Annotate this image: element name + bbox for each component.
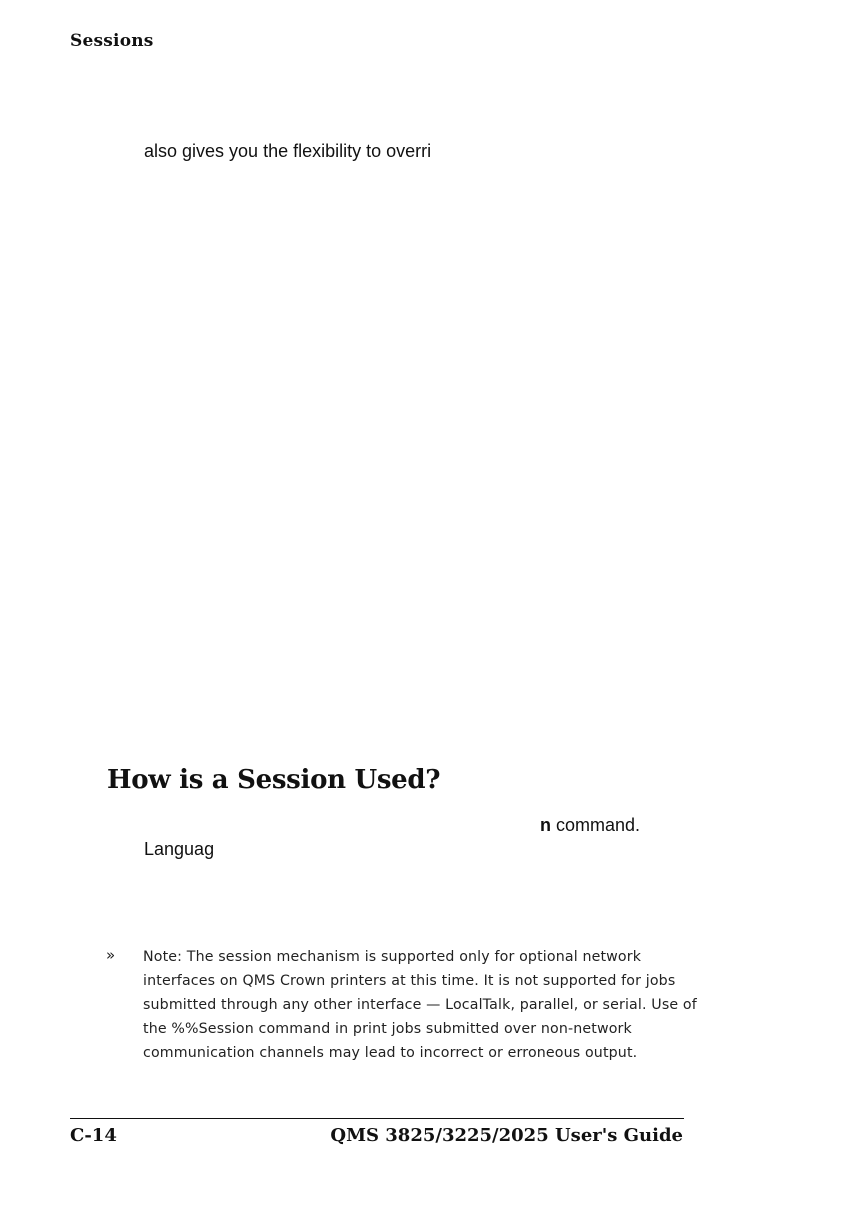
section-heading: How is a Session Used?: [107, 765, 441, 795]
command-name-fragment: n: [540, 815, 551, 835]
note-block: [143, 945, 768, 1065]
body-paragraph-line: [540, 813, 640, 837]
note-line: submitted through any other interface — LocalTalk, parallel, or serial. Use of: [143, 997, 697, 1013]
body-paragraph: also gives you the flexibility to overri: [144, 141, 432, 161]
note-marker-icon: »: [106, 946, 116, 964]
note-line: Note: The session mechanism is supported only for optional network: [143, 949, 642, 965]
footer-divider: [70, 1118, 684, 1119]
note-line: interfaces on QMS Crown printers at this time. It is not supported for jobs: [143, 973, 676, 989]
page-number: C-14: [70, 1125, 117, 1146]
running-head: Sessions: [70, 31, 154, 51]
guide-title: QMS 3825/3225/2025 User's Guide: [330, 1125, 683, 1146]
note-line: communication channels may lead to incorrect or erroneous output.: [143, 1045, 638, 1061]
note-line: the %%Session command in print jobs submitted over non-network: [143, 1021, 632, 1037]
body-paragraph-line: Languag: [144, 839, 215, 859]
body-text-fragment: command.: [551, 815, 641, 835]
